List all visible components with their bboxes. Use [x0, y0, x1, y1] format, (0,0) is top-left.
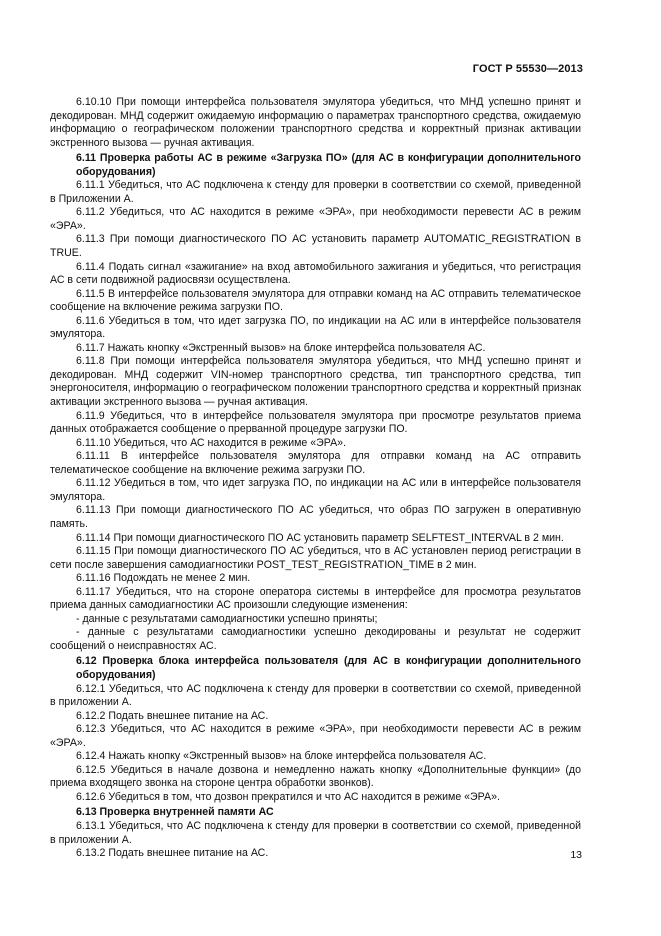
paragraph: 6.11.17 Убедиться, что на стороне оператора системы в интерфейсе для просмотра результатов приема данных самодиагностики АС произошли следующие изменения: [50, 585, 581, 612]
paragraph: 6.11.13 При помощи диагностического ПО АС убедиться, что образ ПО загружен в оперативную память. [50, 504, 581, 530]
list-item: - данные с результатами самодиагностики успешно приняты; [76, 612, 378, 625]
paragraph: 6.12.2 Подать внешнее питание на АС. [76, 709, 269, 722]
paragraph: 6.11.5 В интерфейсе пользователя эмулятора для отправки команд на АС отправить телематическое сообщение на включение режима загрузки ПО. [50, 287, 581, 314]
paragraph: 6.12.3 Убедиться, что АС находится в режиме «ЭРА», при необходимости перевести АС в режим «ЭРА». [50, 723, 581, 749]
page-number: 13 [570, 849, 582, 861]
paragraph: 6.11.2 Убедиться, что АС находится в режиме «ЭРА», при необходимости перевести АС в режим «ЭРА». [50, 206, 581, 232]
paragraph: 6.12.5 Убедиться в начале дозвона и немедленно нажать кнопку «Дополнительные функции» (до приема входящего звонка на стороне центра обработки звонков). [50, 763, 581, 790]
paragraph: 6.11.1 Убедиться, что АС подключена к стенду для проверки в соответствии со схемой, приведенной в Приложении А. [50, 179, 581, 205]
paragraph: 6.11.4 Подать сигнал «зажигание» на вход автомобильного зажигания и убедиться, что регистрация АС в сети подвижной радиосвязи осуществлена. [50, 260, 581, 287]
paragraph: 6.11.11 В интерфейсе пользователя эмулятора для отправки команд на АС отправить телематическое сообщение на включение режима загрузки ПО. [50, 450, 581, 476]
paragraph: 6.11.16 Подождать не менее 2 мин. [76, 572, 251, 585]
paragraph: 6.13.2 Подать внешнее питание на АС. [76, 847, 269, 860]
paragraph: 6.12.6 Убедиться в том, что дозвон прекратился и что АС находится в режиме «ЭРА». [76, 790, 500, 803]
paragraph: 6.11.14 При помощи диагностического ПО АС установить параметр SELFTEST_INTERVAL в 2 мин. [76, 531, 564, 544]
document-body [50, 96, 581, 861]
paragraph: 6.12.4 Нажать кнопку «Экстренный вызов» на блоке интерфейса пользователя АС. [76, 750, 487, 763]
paragraph: 6.11.12 Убедиться в том, что идет загрузка ПО, по индикации на АС или в интерфейсе пользователя эмулятора. [50, 477, 581, 503]
paragraph: 6.10.10 При помощи интерфейса пользователя эмулятора убедиться, что МНД успешно принят и декодирован. МНД содержит ожидаемую информацию о параметрах транспортного средства, ожидаемую информацию о географическом положении транспортного средства и корректный признак активации экстренного вызова — ручная активация. [50, 96, 581, 149]
section-heading: 6.13 Проверка внутренней памяти АС [76, 806, 274, 819]
paragraph: 6.11.8 При помощи интерфейса пользователя эмулятора убедиться, что МНД успешно принят и декодирован. МНД содержит VIN-номер транспортного средства, тип транспортного средства, тип энергоносителя, информацию о географическом положении транспортного средства и корректный признак активации экстренного вызова — ручная активация. [50, 355, 581, 409]
paragraph: 6.11.15 При помощи диагностического ПО АС убедиться, что в АС установлен период регистрации в сети после завершения самодиагностики POST_TEST_REGISTRATION_TIME в 2 мин. [50, 545, 581, 571]
list-item: - данные с результатами самодиагностики успешно декодированы и результат не содержит сообщений о неисправностях АС. [50, 626, 581, 652]
paragraph: 6.11.6 Убедиться в том, что идет загрузка ПО, по индикации на АС или в интерфейсе пользователя эмулятора. [50, 314, 581, 341]
paragraph: 6.11.3 При помощи диагностического ПО АС установить параметр AUTOMATIC_REGISTRATION в TRUE. [50, 233, 581, 260]
paragraph: 6.11.9 Убедиться, что в интерфейсе пользователя эмулятора при просмотре результатов приема данных отображается сообщение о прерванной процедуре загрузки ПО. [50, 409, 581, 436]
section-heading: 6.12 Проверка блока интерфейса пользователя (для АС в конфигурации дополнительного оборудования) [76, 655, 581, 681]
paragraph: 6.12.1 Убедиться, что АС подключена к стенду для проверки в соответствии со схемой, приведенной в приложении А. [50, 682, 581, 709]
section-heading: 6.11 Проверка работы АС в режиме «Загрузка ПО» (для АС в конфигурации дополнительного оборудования) [76, 152, 581, 178]
paragraph: 6.13.1 Убедиться, что АС подключена к стенду для проверки в соответствии со схемой, приведенной в приложении А. [50, 819, 581, 846]
document-code-header: ГОСТ Р 55530—2013 [472, 63, 583, 75]
paragraph: 6.11.10 Убедиться, что АС находится в режиме «ЭРА». [76, 436, 347, 449]
paragraph: 6.11.7 Нажать кнопку «Экстренный вызов» на блоке интерфейса пользователя АС. [76, 341, 486, 354]
